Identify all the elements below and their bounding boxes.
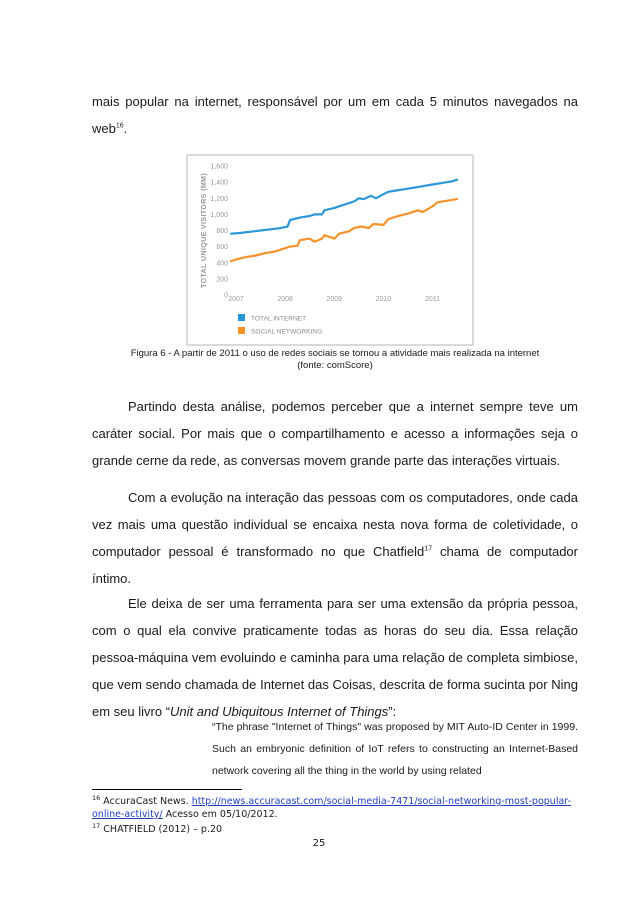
chart-legend [238,314,322,336]
paragraph-iot-end: ”: [388,704,397,719]
book-title: Unit and Ubiquitous Internet of Things [170,704,389,719]
footnote-17-text: CHATFIELD (2012) – p.20 [100,824,223,835]
y-tick-label: 800 [216,228,228,235]
block-quote: “The phrase "Internet of Things" was proposed by MIT Auto-ID Center in 1999. Such an embryonic definition of IoT refers to constructing an Internet-Based network covering all the thing in the world by using related [212,721,578,777]
paragraph-intimate-computer [92,484,578,592]
figure-caption-source: (fonte: comScore) [297,360,373,371]
legend-label: TOTAL INTERNET [251,315,307,323]
paragraph-social-character: Partindo desta análise, podemos perceber que a internet sempre teve um caráter social. Por mais que o compartilhamento e acesso a informações seja o grande cerne da rede, as conversas movem grande parte das interações virtuais. [92,399,578,468]
series-line-total-internet [231,180,457,234]
page-number: 25 [312,838,326,849]
footnote-16-source: AccuraCast News. [100,796,192,807]
y-tick-label: 600 [216,244,228,252]
legend-label: SOCIAL NETWORKING [251,328,323,336]
paragraph-internet-of-things [92,590,578,725]
figure-chart [186,154,474,346]
footnote-ref-16[interactable]: 16 [115,122,124,130]
paragraph-intro-text: mais popular na internet, responsável por um em cada 5 minutos navegados na web [92,94,578,136]
figure-caption [92,348,578,372]
x-tick-label: 2010 [375,296,392,303]
figure-caption-line1: Figura 6 - A partir de 2011 o uso de redes sociais se tornou a atividade mais realizada na internet [130,348,540,359]
footnote-16-number: 16 [92,793,101,802]
y-tick-label: 1,600 [210,163,228,171]
paragraph-iot-text: Ele deixa de ser uma ferramenta para ser uma extensão da própria pessoa, com o qual ela convive praticamente todas as horas do seu dia. Essa relação pessoa-máquina vem evoluindo e caminha para uma relação de completa simbiose, que vem sendo chamada de Internet das Coisas, descrita de forma sucinta por Ning em seu livro “ [92,596,578,719]
footnote-16-access-date: Acesso em 05/10/2012. [162,809,278,820]
y-tick-label: 1,000 [210,211,228,219]
y-tick-label: 1,400 [210,179,228,187]
y-tick-label: 200 [216,276,228,284]
footnote-16 [92,795,578,821]
x-tick-label: 2008 [277,296,293,303]
legend-swatch [238,314,245,321]
chart-series [231,180,457,261]
paragraph-intimate-computer-text: Com a evolução na interação das pessoas com os computadores, onde cada vez mais uma questão individual se encaixa nesta nova forma de coletividade, o computador pessoal é transformado no que Chatfield [92,490,578,559]
y-tick-label: 400 [216,260,228,268]
paragraph-intimate-computer-end: chama de computador íntimo. [92,544,578,586]
y-tick-label: 0 [224,292,228,300]
x-tick-label: 2011 [424,296,441,303]
footnote-separator [92,789,242,790]
footnote-ref-17[interactable]: 17 [424,545,433,553]
footnote-17-number: 17 [92,821,101,830]
footnote-16-link[interactable]: http://news.accuracast.com/social-media-7471/social-networking-most-popular-online-activity/ [92,796,572,820]
paragraph-intro-end: . [123,121,128,136]
y-tick-label: 1,200 [210,195,228,203]
x-tick-label: 2009 [326,296,343,303]
footnote-17 [92,823,578,836]
legend-swatch [238,327,245,334]
y-axis-label: TOTAL UNIQUE VISITORS (MM) [199,172,208,289]
paragraph-intro [92,88,578,142]
x-tick-label: 2007 [228,296,244,303]
line-chart [188,156,472,344]
